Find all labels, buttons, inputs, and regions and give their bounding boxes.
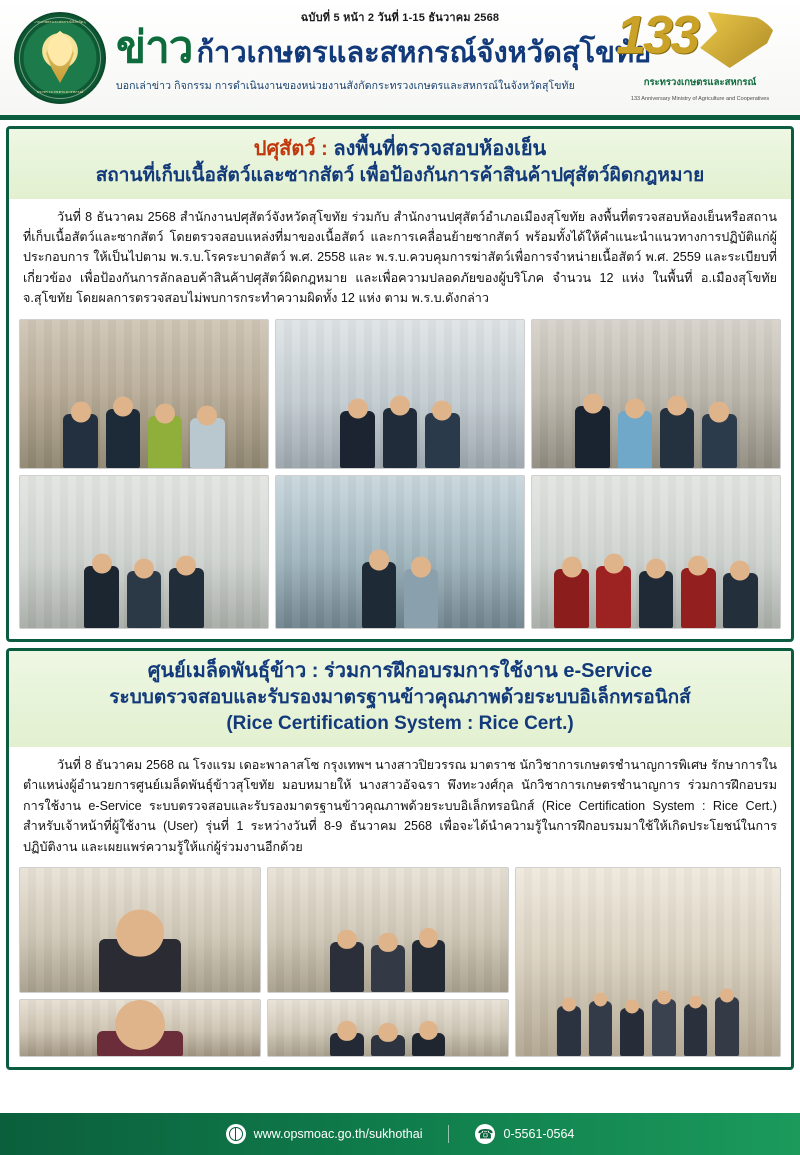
article-1-paragraph: วันที่ 8 ธันวาคม 2568 สำนักงานปศุสัตว์จังหวัดสุโขทัย ร่วมกับ สำนักงานปศุสัตว์อำเภอเมืองสุโขทัย ลงพื้นที่ตรวจสอบห้องเย็นหรือสถานที่เก็บเนื้อสัตว์และซากสัตว์ โดยตรวจสอบแหล่งที่มาของเนื้อสัตว์ และการเคลื่อนย้ายซากสัตว์ พร้อมทั้งได้ให้คำแนะนำแนวทางการปฏิบัติแก่ผู้ประกอบการ ให้เป็นไปตาม พ.ร.บ.โรคระบาดสัตว์ พ.ศ. 2558 และ พ.ร.บ.ควบคุมการฆ่าสัตว์เพื่อการจำหน่ายเนื้อสัตว์ พ.ศ. 2559 และระเบียบที่เกี่ยวข้อง เพื่อป้องกันการลักลอบค้าสินค้าปศุสัตว์ผิดกฎหมาย และเพื่อความปลอดภัยของผู้บริโภค จำนวน 12 แห่ง ในพื้นที่ อ.เมืองสุโขทัย จ.สุโขทัย โดยผลการตรวจสอบไม่พบการกระทำความผิดทั้ง 12 แห่ง ตาม พ.ร.บ.ดังกล่าว [23, 209, 777, 306]
photo-speaker-microphone [19, 999, 261, 1057]
photo-figure [596, 566, 631, 628]
masthead-subtitle: บอกเล่าข่าว กิจกรรม การดำเนินงานของหน่วยงานสังกัดกระทรวงเกษตรและสหกรณ์ในจังหวัดสุโขทัย [116, 80, 575, 92]
content-area [0, 120, 800, 1070]
article-livestock [6, 126, 794, 642]
seal-top-text: สำนักงานเกษตรและสหกรณ์จังหวัดสุโขทัย [24, 20, 96, 24]
footer-divider [448, 1125, 449, 1143]
anniversary-logo [610, 6, 790, 106]
globe-icon [226, 1124, 246, 1144]
issue-line: ฉบับที่ 5 หน้า 2 วันที่ 1-15 ธันวาคม 2568 [300, 12, 500, 24]
page-footer [0, 1113, 800, 1155]
photo-meat-shop-check [531, 319, 781, 469]
article-1-photo-grid [9, 315, 791, 639]
photo-figure [383, 408, 418, 468]
footer-website[interactable] [226, 1124, 423, 1144]
photo-figure [589, 1001, 613, 1056]
footer-phone-text: 0-5561-0564 [503, 1127, 575, 1141]
photo-figure [681, 568, 716, 628]
photo-figure [169, 568, 204, 628]
photo-figure [127, 571, 162, 627]
masthead-title-main: ข่าว [116, 23, 193, 72]
photo-figure [63, 414, 98, 467]
page-header [0, 0, 800, 120]
photo-figure [371, 945, 405, 992]
photo-figure [148, 416, 183, 467]
photo-officers-briefing [19, 475, 269, 629]
photo-figure [618, 411, 653, 468]
photo-training-attendee [19, 867, 261, 993]
seal-bottom-text: กระทรวงเกษตรและสหกรณ์ [36, 90, 84, 95]
photo-coldroom-door [275, 319, 525, 469]
photo-figure [723, 573, 758, 628]
article-2-body [9, 747, 791, 863]
article-2-headline-rest: ร่วมการฝึกอบรมการใช้งาน e-Service [318, 659, 653, 682]
photo-figure [362, 562, 397, 627]
photo-warehouse-inspection [19, 319, 269, 469]
article-rice-seed-center [6, 648, 794, 1070]
photo-figure [425, 413, 460, 468]
photo-people [532, 382, 780, 468]
article-2-photo-grid [9, 863, 791, 1067]
photo-people [276, 539, 524, 627]
photo-figure [97, 1031, 183, 1056]
photo-people [20, 382, 268, 468]
photo-people [532, 539, 780, 627]
photo-people [516, 947, 780, 1056]
photo-figure [190, 418, 225, 468]
ministry-name-en: 133 Anniversary Ministry of Agriculture and Cooperatives [630, 96, 770, 102]
photo-figure [84, 566, 119, 628]
photo-participants-table [267, 999, 509, 1057]
photo-figure [702, 414, 737, 467]
photo-supermarket-team [531, 475, 781, 629]
photo-people [20, 920, 260, 992]
photo-figure [404, 569, 439, 627]
footer-phone[interactable] [475, 1124, 574, 1144]
phone-icon [475, 1124, 495, 1144]
photo-figure [684, 1004, 708, 1056]
photo-people [20, 1024, 260, 1056]
photo-frozen-fish-box [275, 475, 525, 629]
article-1-headline-line2: สถานที่เก็บเนื้อสัตว์และซากสัตว์ เพื่อป้องกันการค้าสินค้าปศุสัตว์ผิดกฎหมาย [95, 165, 705, 186]
photo-figure [106, 409, 141, 467]
photo-figure [575, 406, 610, 468]
photo-figure [554, 569, 589, 627]
photo-figure [330, 942, 364, 992]
photo-figure [340, 411, 375, 468]
provincial-office-seal-icon [14, 12, 106, 104]
anniversary-swoosh-icon [700, 12, 778, 68]
photo-figure [412, 940, 446, 992]
article-2-paragraph: วันที่ 8 ธันวาคม 2568 ณ โรงแรม เดอะพาลาสโซ กรุงเทพฯ นางสาวปิยวรรณ มาตราช นักวิชาการเกษตรชำนาญการพิเศษ รักษาการในตำแหน่งผู้อำนวยการศูนย์เมล็ดพันธุ์ข้าวสุโขทัย มอบหมายให้ นางสาวอัจฉรา พึงทะวงศ์กุล นักวิชาการเกษตรชำนาญการ ร่วมการฝึกอบรมการใช้งาน e-Service ระบบตรวจสอบและรับรองมาตรฐานข้าวคุณภาพด้วยระบบอิเล็กทรอนิกส์ (Rice Certification System : Rice Cert.) สำหรับเจ้าหน้าที่ผู้ใช้งาน (User) รุ่นที่ 1 ระหว่างวันที่ 8-9 ธันวาคม 2568 เพื่อจะได้นำความรู้ในการฝึกอบรมมาใช้ให้เกิดประโยชน์ในการปฏิบัติงาน และเผยแพร่ความรู้ให้แก่ผู้ร่วมงานอีกด้วย [23, 758, 777, 854]
photo-figure [660, 408, 695, 468]
masthead-title-rest: ก้าวเกษตรและสหกรณ์จังหวัดสุโขทัย [196, 37, 652, 69]
ministry-name-th: กระทรวงเกษตรและสหกรณ์ [643, 77, 757, 88]
masthead [116, 23, 652, 94]
photo-figure [639, 571, 674, 627]
article-2-headline-line3: (Rice Certification System : Rice Cert.) [226, 713, 574, 735]
article-1-headline-rest: ลงพื้นที่ตรวจสอบห้องเย็น [327, 138, 547, 160]
photo-figure [557, 1006, 581, 1056]
anniversary-number: 133 [616, 5, 698, 65]
photo-figure [652, 999, 676, 1056]
article-2-headline-lead: ศูนย์เมล็ดพันธุ์ข้าว : [147, 659, 319, 682]
article-1-headline [9, 129, 791, 199]
photo-figure [99, 939, 181, 992]
article-2-headline [9, 651, 791, 747]
footer-website-text: www.opsmoac.go.th/sukhothai [253, 1127, 423, 1141]
photo-figure [371, 1035, 405, 1056]
photo-figure [412, 1033, 446, 1056]
article-1-headline-lead: ปศุสัตว์ : [253, 138, 328, 160]
photo-people [20, 539, 268, 627]
photo-training-room-left [267, 867, 509, 993]
photo-people [276, 382, 524, 468]
article-2-headline-line2: ระบบตรวจสอบและรับรองมาตรฐานข้าวคุณภาพด้วยระบบอิเล็กทรอนิกส์ [109, 686, 691, 708]
article-1-body [9, 199, 791, 315]
photo-people [268, 920, 508, 992]
photo-training-hall-wide [515, 867, 781, 1057]
photo-figure [620, 1008, 644, 1056]
photo-people [268, 1024, 508, 1056]
photo-figure [715, 997, 739, 1056]
photo-figure [330, 1033, 364, 1056]
